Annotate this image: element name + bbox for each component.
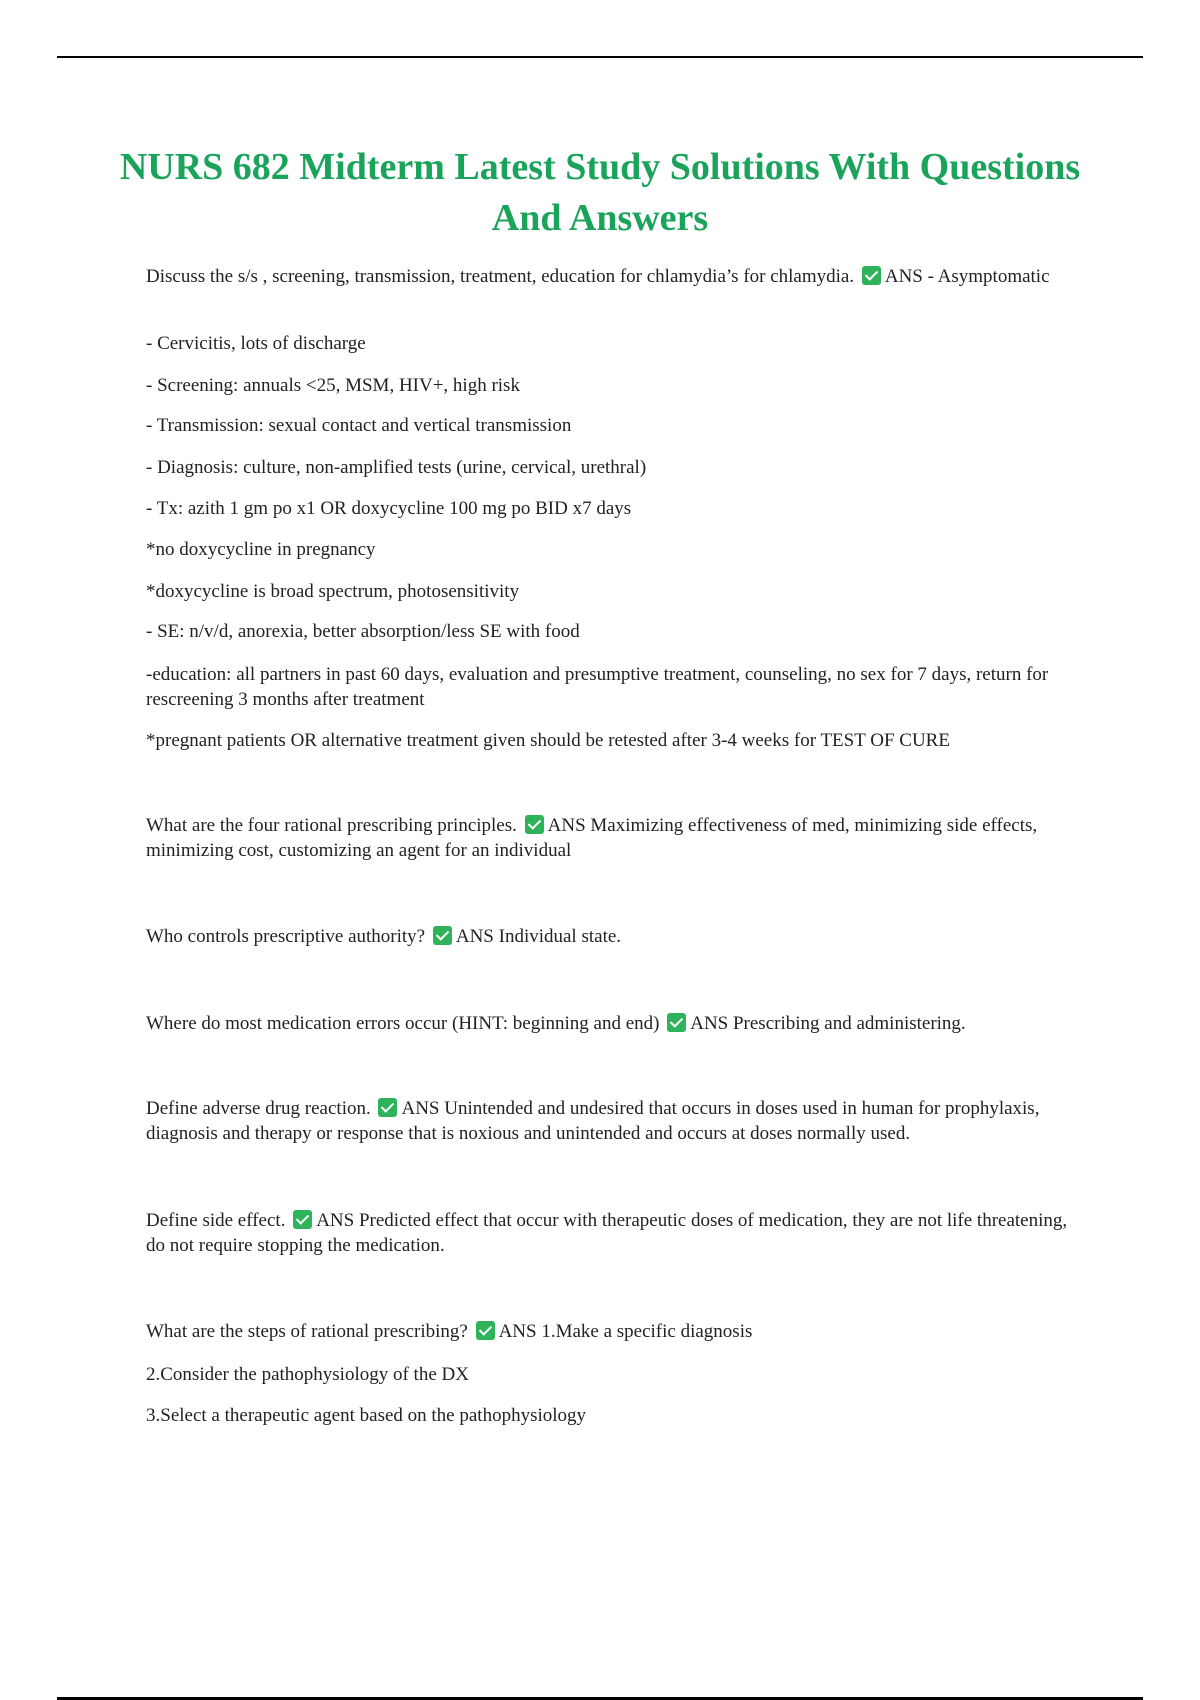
check-box-icon — [378, 1098, 397, 1117]
qa-2 — [146, 813, 1086, 863]
qa-3 — [146, 924, 1086, 949]
question-text: Define adverse drug reaction. — [146, 1098, 371, 1119]
top-rule — [57, 56, 1143, 58]
check-box-icon — [293, 1210, 312, 1229]
document-title: NURS 682 Midterm Latest Study Solutions With Questions And Answers — [119, 146, 1081, 239]
detail-line: 3.Select a therapeutic agent based on the pathophysiology — [146, 1405, 587, 1426]
detail-line: - Transmission: sexual contact and vertical transmission — [146, 415, 572, 436]
answer-text: ANS Maximizing effectiveness of med, minimizing side effects, minimizing cost, customizing an agent for an individual — [146, 815, 1038, 861]
question-text: What are the steps of rational prescribing? — [146, 1321, 468, 1342]
check-box-icon — [667, 1013, 686, 1032]
detail-line: - SE: n/v/d, anorexia, better absorption/less SE with food — [146, 621, 580, 642]
check-box-icon — [433, 926, 452, 945]
detail-line: - Tx: azith 1 gm po x1 OR doxycycline 100 mg po BID x7 days — [146, 498, 632, 519]
detail-line: - Diagnosis: culture, non-amplified tests (urine, cervical, urethral) — [146, 457, 647, 478]
answer-text: ANS Predicted effect that occur with therapeutic doses of medication, they are not life threatening, do not require stopping the medication. — [146, 1210, 1068, 1256]
check-box-icon — [525, 815, 544, 834]
qa-1 — [146, 264, 1086, 289]
detail-line: - Screening: annuals <25, MSM, HIV+, high risk — [146, 375, 520, 396]
answer-text: ANS - Asymptomatic — [884, 266, 1050, 287]
qa-6 — [146, 1208, 1086, 1258]
detail-line: -education: all partners in past 60 days, evaluation and presumptive treatment, counseling, no sex for 7 days, return for rescreening 3 months after treatment — [146, 664, 1049, 710]
check-box-icon — [476, 1321, 495, 1340]
question-text: What are the four rational prescribing principles. — [146, 815, 517, 836]
detail-line: - Cervicitis, lots of discharge — [146, 333, 366, 354]
question-text: Where do most medication errors occur (HINT: beginning and end) — [146, 1013, 660, 1034]
answer-text: ANS Unintended and undesired that occurs in doses used in human for prophylaxis, diagnosis and therapy or response that is noxious and unintended and occurs at doses normally used. — [146, 1098, 1040, 1144]
answer-text: ANS Individual state. — [455, 926, 622, 947]
answer-text: ANS Prescribing and administering. — [690, 1013, 966, 1034]
detail-line: *pregnant patients OR alternative treatment given should be retested after 3-4 weeks for TEST OF CURE — [146, 730, 950, 751]
detail-line: 2.Consider the pathophysiology of the DX — [146, 1364, 469, 1385]
detail-line: *no doxycycline in pregnancy — [146, 539, 376, 560]
question-text: Discuss the s/s , screening, transmission, treatment, education for chlamydia’s for chlamydia. — [146, 266, 855, 287]
qa-4 — [146, 1011, 1086, 1036]
answer-text: ANS 1.Make a specific diagnosis — [498, 1321, 753, 1342]
question-text: Who controls prescriptive authority? — [146, 926, 426, 947]
qa-7 — [146, 1319, 1086, 1344]
qa-5 — [146, 1096, 1086, 1146]
check-box-icon — [862, 266, 881, 285]
detail-line: *doxycycline is broad spectrum, photosensitivity — [146, 581, 520, 602]
question-text: Define side effect. — [146, 1210, 286, 1231]
